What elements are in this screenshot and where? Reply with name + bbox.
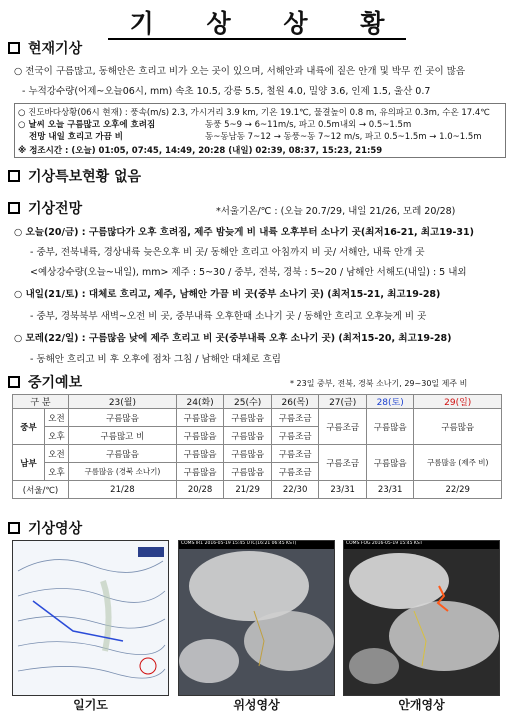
table-cell: 구름많음 — [366, 445, 414, 481]
col-header: 23(월) — [69, 395, 177, 409]
table-cell: 구름많음 — [69, 409, 177, 427]
temp-cell: 20/28 — [176, 481, 224, 499]
row-south: 남부 — [13, 445, 45, 481]
current-precip: - 누적강수량(어제~오늘06시, mm) 속초 10.5, 강릉 5.5, 철원 4.0, 밀양 3.6, 인제 1.5, 울산 0.7 — [22, 86, 431, 97]
weekly-forecast-table — [12, 394, 502, 499]
table-cell: 구름많음 — [176, 463, 224, 481]
row-pm: 오후 — [45, 463, 69, 481]
sea-row-2b: 동풍 5~9 → 6~11m/s, 파고 0.5m내외 → 0.5~1.5m — [205, 120, 412, 130]
fog-image — [343, 540, 500, 696]
row-central: 중부 — [13, 409, 45, 445]
table-cell: 구름조금 — [319, 409, 367, 445]
sea-row-4: ※ 정조시간 : (오늘) 01:05, 07:45, 14:49, 20:28 (내일) 02:39, 08:37, 15:23, 21:59 — [18, 146, 383, 156]
row-pm: 오후 — [45, 427, 69, 445]
sea-row-3b: 동~동남동 7~12 → 동풍~동 7~12 m/s, 파고 0.5~1.5m → 1.0~1.5m — [205, 132, 482, 142]
col-header: 27(금) — [319, 395, 367, 409]
current-summary: ○ 전국이 구름많고, 동해안은 흐리고 비가 오는 곳이 있으며, 서해안과 내륙에 짙은 안개 및 박무 낀 곳이 많음 — [14, 66, 466, 77]
table-cell: 구름많음 — [224, 445, 272, 463]
caption-fog: 안개영상 — [398, 698, 445, 712]
sea-row-1: ○ 진도바다상황(06시 현재) : 풍속(m/s) 2.3, 가시거리 3.9 km, 기온 19.1℃, 물결높이 0.8 m, 유의파고 0.3m, 수온 17.4℃ — [18, 108, 490, 118]
temp-cell: 21/28 — [69, 481, 177, 499]
forecast-tomorrow: ○ 내일(21/토) : 대체로 흐리고, 제주, 남해안 가끔 비 곳(중부 소나기 곳) (최저15-21, 최고19-28) — [14, 289, 441, 300]
table-cell: 구름많음 — [224, 427, 272, 445]
forecast-today: ○ 오늘(20/금) : 구름많다가 오후 흐려짐, 제주 밤늦게 비 내륙 오후부터 소나기 곳(최저16-21, 최고19-31) — [14, 227, 474, 238]
temp-cell: 23/31 — [366, 481, 414, 499]
table-cell: 구름조금 — [271, 463, 319, 481]
seoul-temp-note: *서울기온/℃ : (오늘 20.7/29, 내일 21/26, 모레 20/28) — [216, 206, 456, 217]
sea-conditions-box — [14, 103, 506, 158]
col-header: 24(화) — [176, 395, 224, 409]
fog-header: COMS FOG 2016-05-19 15:45 KST — [346, 541, 423, 546]
table-cell: 구름조금 — [271, 427, 319, 445]
temp-cell: 22/29 — [414, 481, 502, 499]
forecast-today-sub1: - 중부, 전북내륙, 경상내륙 늦은오후 비 곳/ 동해안 흐리고 아침까지 비 곳/ 서해안, 내륙 안개 곳 — [30, 247, 425, 258]
section-current: 현재기상 — [8, 38, 82, 58]
satellite-image — [178, 540, 335, 696]
row-temp: (서울/℃) — [13, 481, 69, 499]
forecast-today-sub2: <예상강수량(오늘~내일), mm> 제주 : 5~30 / 중부, 전북, 경북 : 5~20 / 남해안 서해도(내일) : 5 내외 — [30, 267, 467, 278]
temp-cell: 23/31 — [319, 481, 367, 499]
forecast-dayafter: ○ 모레(22/일) : 구름많음 낮에 제주 흐리고 비 곳(중부내륙 오후 소나기 곳) (최저15-20, 최고19-28) — [14, 333, 452, 344]
table-cell: 구름많음 — [414, 409, 502, 445]
page-title: 기 상 상 황 — [0, 4, 514, 40]
table-cell: 구름많음 — [176, 445, 224, 463]
weather-map-image — [12, 540, 169, 696]
table-cell: 구름많음 — [224, 409, 272, 427]
satellite-header: COMS IR1 2016-05-19 15:45 UTC(16:21 06:45 KST) — [181, 541, 297, 546]
table-cell: 구름많음 — [366, 409, 414, 445]
col-header: 구 분 — [13, 395, 69, 409]
col-header: 26(목) — [271, 395, 319, 409]
table-cell: 구름조금 — [271, 409, 319, 427]
forecast-dayafter-sub: - 동해안 흐리고 비 후 오후에 점차 그침 / 남해안 대체로 흐림 — [30, 354, 281, 365]
sea-row-2a: ○ 날씨 오늘 구름많고 오후에 흐려짐 — [18, 120, 156, 130]
col-header: 25(수) — [224, 395, 272, 409]
section-images: 기상영상 — [8, 518, 82, 538]
table-cell: 구름많음 (경북 소나기) — [69, 463, 177, 481]
section-forecast: 기상전망 — [8, 198, 82, 218]
col-header: 28(토) — [366, 395, 414, 409]
table-cell: 구름조금 — [271, 445, 319, 463]
sea-row-3a: 전망 내일 흐리고 가끔 비 — [29, 132, 123, 142]
caption-satellite: 위성영상 — [233, 698, 280, 712]
temp-cell: 22/30 — [271, 481, 319, 499]
table-cell: 구름많음 — [176, 427, 224, 445]
section-weekly: 중기예보 — [8, 372, 82, 392]
row-am: 오전 — [45, 445, 69, 463]
table-cell: 구름조금 — [319, 445, 367, 481]
table-cell: 구름많음 — [176, 409, 224, 427]
table-cell: 구름많음 (제주 비) — [414, 445, 502, 481]
table-cell: 구름많음 — [69, 445, 177, 463]
temp-cell: 21/29 — [224, 481, 272, 499]
forecast-tomorrow-sub: - 중부, 경북북부 새벽~오전 비 곳, 중부내륙 오후한때 소나기 곳 / 동해안 흐리고 오후늦게 비 곳 — [30, 311, 427, 322]
table-cell: 구름많고 비 — [69, 427, 177, 445]
row-am: 오전 — [45, 409, 69, 427]
section-special: 기상특보현황 없음 — [8, 166, 141, 186]
table-cell: 구름많음 — [224, 463, 272, 481]
col-header: 29(일) — [414, 395, 502, 409]
weekly-note: * 23일 중부, 전북, 경북 소나기, 29~30일 제주 비 — [290, 379, 468, 388]
caption-weather-map: 일기도 — [73, 698, 108, 712]
